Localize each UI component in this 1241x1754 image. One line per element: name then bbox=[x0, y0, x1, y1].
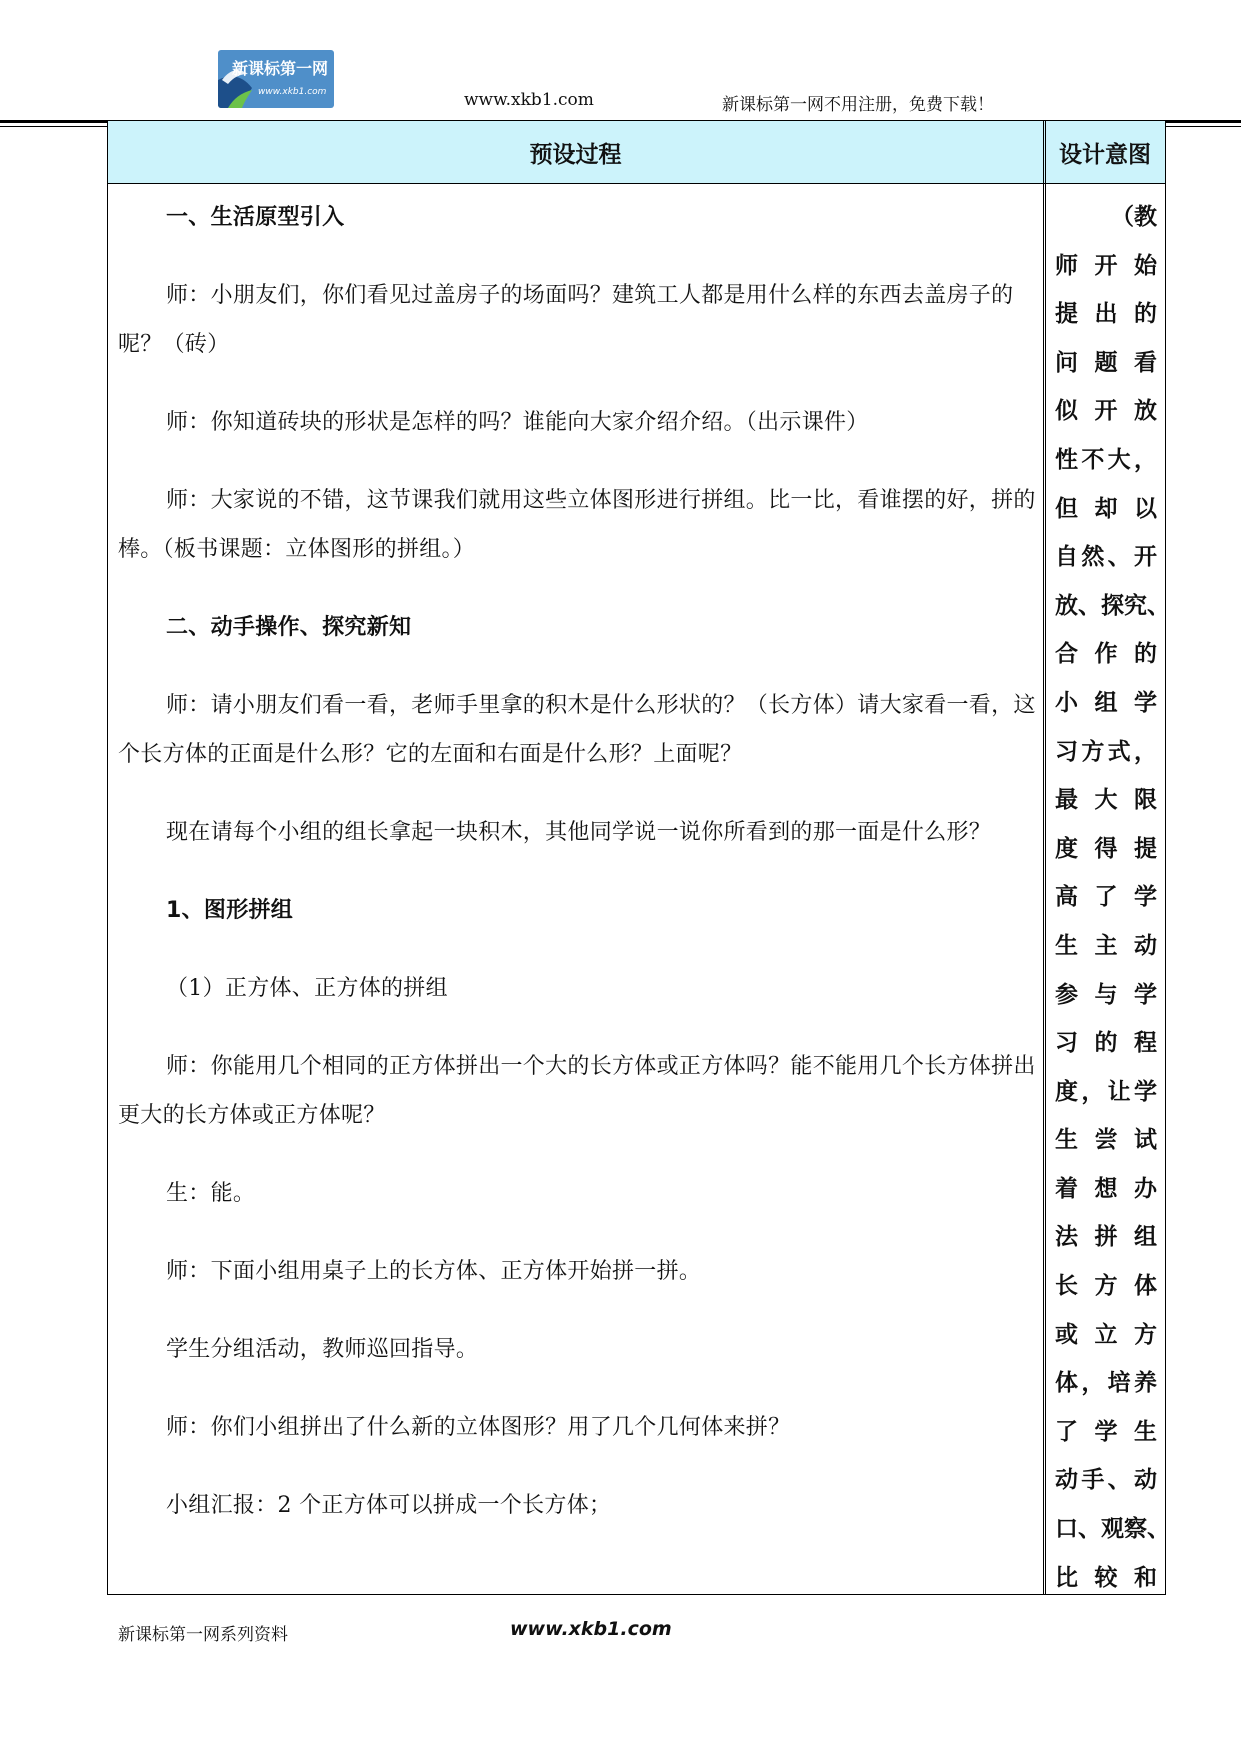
footer-label: 新课标第一网系列资料 bbox=[118, 1625, 288, 1645]
column-header-intent: 设计意图 bbox=[1059, 141, 1151, 168]
header-url[interactable]: www.xkb1.com bbox=[464, 90, 594, 110]
intent-line: 动手、动 bbox=[1055, 1467, 1157, 1494]
logo-url: www.xkb1.com bbox=[258, 87, 327, 97]
intent-line: 但却以 bbox=[1055, 495, 1157, 522]
table-header-row bbox=[108, 121, 1165, 184]
intent-line: 长方体 bbox=[1055, 1273, 1157, 1300]
intent-line: 参与学 bbox=[1055, 981, 1157, 1008]
footer-url[interactable]: www.xkb1.com bbox=[510, 1618, 672, 1640]
intent-line: 度得提 bbox=[1055, 835, 1157, 862]
header-slogan: 新课标第一网不用注册，免费下载！ bbox=[722, 95, 994, 115]
section-heading: 二、动手操作、探究新知 bbox=[166, 615, 412, 640]
intent-line: 似开放 bbox=[1055, 398, 1157, 425]
intent-line: 生尝试 bbox=[1055, 1127, 1157, 1154]
paragraph: 生：能。 bbox=[166, 1181, 256, 1206]
column-divider-inner bbox=[1045, 121, 1046, 1594]
intent-line: 提出的 bbox=[1055, 301, 1157, 328]
intent-line: 或立方 bbox=[1055, 1321, 1157, 1348]
intent-line: 习的程 bbox=[1055, 1030, 1157, 1057]
intent-line: 师开始 bbox=[1055, 252, 1157, 279]
intent-line: 度，让学 bbox=[1055, 1078, 1157, 1105]
column-divider bbox=[1043, 121, 1044, 1594]
intent-line: 法拼组 bbox=[1055, 1224, 1157, 1251]
intent-line: 小组学 bbox=[1055, 689, 1157, 716]
paragraph: 师：下面小组用桌子上的长方体、正方体开始拼一拼。 bbox=[166, 1259, 702, 1284]
process-cell bbox=[118, 193, 1036, 1559]
intent-line: 性不大， bbox=[1055, 446, 1157, 473]
site-logo bbox=[218, 50, 334, 108]
intent-line: 着想办 bbox=[1055, 1175, 1157, 1202]
paragraph: 学生分组活动，教师巡回指导。 bbox=[166, 1337, 479, 1362]
lesson-table bbox=[107, 120, 1170, 1595]
intent-line: 生主动 bbox=[1055, 932, 1157, 959]
paragraph: （1）正方体、正方体的拼组 bbox=[166, 976, 448, 1001]
paragraph: 小组汇报：2 个正方体可以拼成一个长方体； bbox=[166, 1493, 612, 1518]
intent-line: 合作的 bbox=[1055, 641, 1157, 668]
intent-line: 问题看 bbox=[1055, 349, 1157, 376]
paragraph: 现在请每个小组的组长拿起一块积木，其他同学说一说你所看到的那一面是什么形？ bbox=[166, 820, 992, 845]
column-header-process: 预设过程 bbox=[529, 141, 622, 168]
intent-line: 体，培养 bbox=[1055, 1370, 1157, 1397]
paragraph: 师：你知道砖块的形状是怎样的吗？谁能向大家介绍介绍。（出示课件） bbox=[166, 410, 869, 435]
section-heading: 1、图形拼组 bbox=[166, 898, 294, 923]
paragraph: 师：大家说的不错，这节课我们就用这些立体图形进行拼组。比一比，看谁摆的好，拼的棒。（板书课题：立体图形的拼组。） bbox=[118, 488, 1036, 562]
paragraph: 师：你能用几个相同的正方体拼出一个大的长方体或正方体吗？能不能用几个长方体拼出更大的长方体或正方体呢？ bbox=[118, 1054, 1036, 1128]
intent-line: 放、探究、 bbox=[1055, 592, 1170, 619]
paragraph: 师：小朋友们，你们看见过盖房子的场面吗？建筑工人都是用什么样的东西去盖房子的呢？（砖） bbox=[118, 283, 1014, 357]
intent-line: 比较和 bbox=[1055, 1564, 1157, 1591]
intent-line: 高了学 bbox=[1055, 884, 1157, 911]
intent-line: 最大限 bbox=[1055, 787, 1157, 814]
intent-line: 自然、开 bbox=[1055, 544, 1157, 571]
intent-line: 口、观察、 bbox=[1055, 1516, 1170, 1543]
intent-cell bbox=[1055, 193, 1170, 1602]
logo-title: 新课标第一网 bbox=[232, 59, 329, 78]
paragraph: 师：请小朋友们看一看，老师手里拿的积木是什么形状的？（长方体）请大家看一看，这个长方体的正面是什么形？它的左面和右面是什么形？上面呢？ bbox=[118, 693, 1036, 767]
intent-line: 习方式， bbox=[1055, 738, 1157, 765]
paragraph: 师：你们小组拼出了什么新的立体图形？用了几个几何体来拼？ bbox=[166, 1415, 791, 1440]
section-heading: 一、生活原型引入 bbox=[166, 205, 345, 230]
intent-line: 了学生 bbox=[1055, 1418, 1157, 1445]
intent-line: （教 bbox=[1111, 204, 1157, 230]
